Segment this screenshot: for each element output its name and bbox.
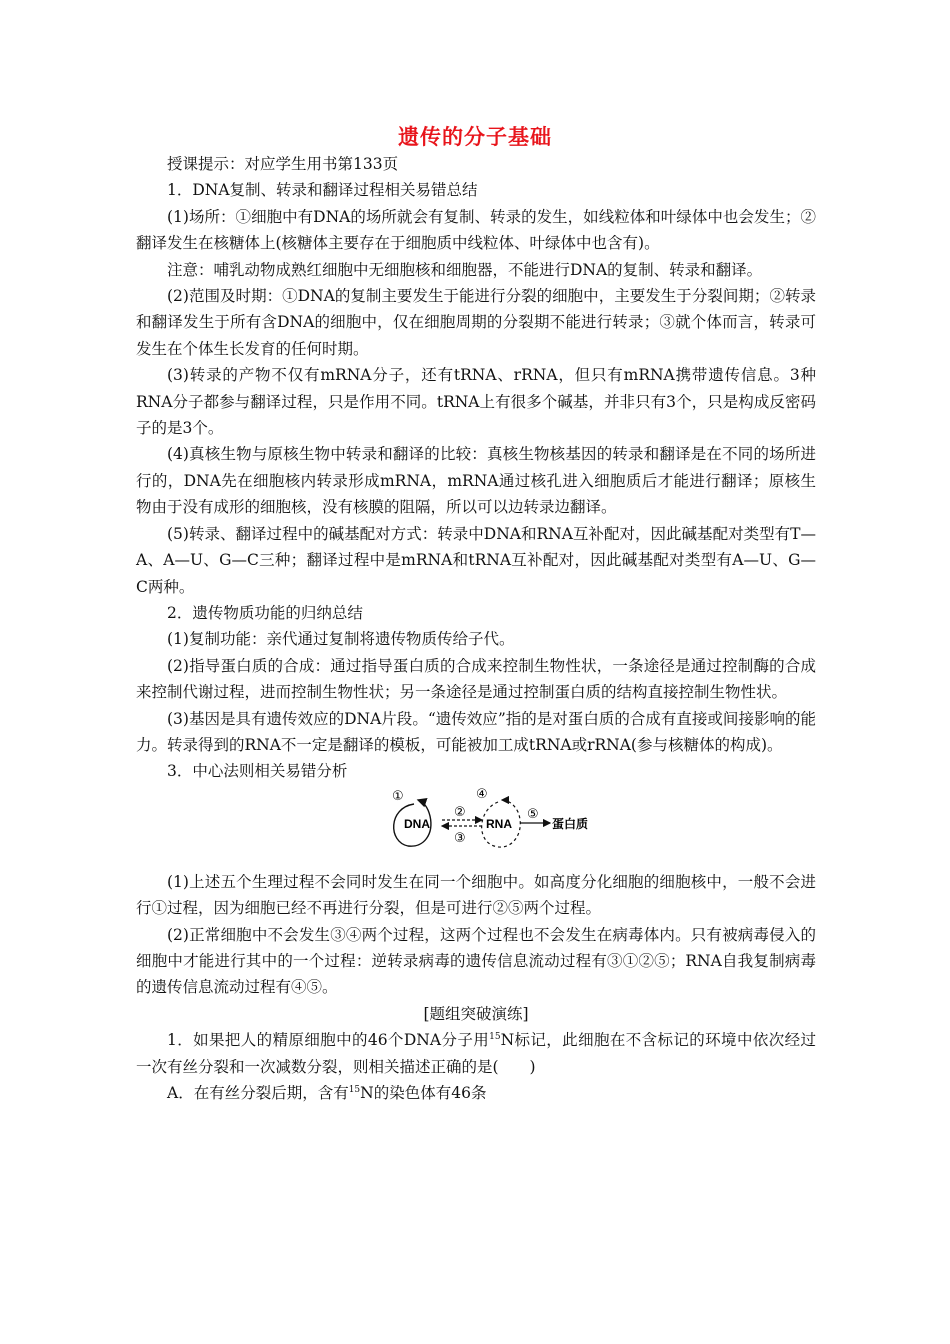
label-dna: DNA: [404, 816, 430, 831]
marker-1: ①: [392, 788, 404, 804]
section-3-paragraph-2: (2)正常细胞中不会发生③④两个过程，这两个过程也不会发生在病毒体内。只有被病毒侵入的细胞中才能进行其中的一个过程：逆转录病毒的遗传信息流动过程有③①②⑤；RNA自我复制病毒的遗传信息流动过程有④⑤。: [136, 925, 816, 997]
section-1-paragraph-3: (3)转录的产物不仅有mRNA分子，还有tRNA、rRNA，但只有mRNA携带遗传信息。3种RNA分子都参与翻译过程，只是作用不同。tRNA上有很多个碱基，并非只有3个，只是构成反密码子的是3个。: [136, 366, 816, 438]
marker-2: ②: [454, 804, 466, 820]
central-dogma-diagram: [136, 785, 816, 869]
section-2-paragraph-1: (1)复制功能：亲代通过复制将遗传物质传给子代。: [167, 630, 515, 649]
label-rna: RNA: [486, 816, 512, 831]
section-1-paragraph-1: (1)场所：①细胞中有DNA的场所就会有复制、转录的发生，如线粒体和叶绿体中也会发生；②翻译发生在核糖体上(核糖体主要存在于细胞质中线粒体、叶绿体中也含有)。: [136, 207, 816, 253]
marker-4: ④: [476, 786, 488, 802]
practice-heading: [题组突破演练]: [423, 1004, 529, 1023]
isotope-superscript: 15: [348, 1085, 361, 1095]
central-dogma-svg: [390, 786, 600, 858]
marker-3: ③: [454, 830, 466, 846]
marker-5: ⑤: [527, 806, 539, 822]
question-1-text-b: N标记，此细胞在不含标记的环境中依次经过一次有丝分裂和一次减数分裂，则相关描述正确的是( ): [136, 1031, 816, 1076]
isotope-superscript: 15: [489, 1032, 501, 1043]
question-1-text-a: 1．如果把人的精原细胞中的46个DNA分子用: [167, 1031, 490, 1050]
page-title: 遗传的分子基础: [398, 124, 552, 149]
document-body: [136, 151, 816, 1106]
section-1-paragraph-5: (5)转录、翻译过程中的碱基配对方式：转录中DNA和RNA互补配对，因此碱基配对类型有T—A、A—U、G—C三种；翻译过程中是mRNA和tRNA互补配对，因此碱基配对类型有A—U、G—C两种。: [136, 524, 816, 596]
section-1-note: 注意：哺乳动物成熟红细胞中无细胞核和细胞器，不能进行DNA的复制、转录和翻译。: [167, 260, 763, 279]
section-2-paragraph-3: (3)基因是具有遗传效应的DNA片段。“遗传效应”指的是对蛋白质的合成有直接或间接影响的能力。转录得到的RNA不一定是翻译的模板，可能被加工成tRNA或rRNA(参与核糖体的构成)。: [136, 709, 816, 754]
option-a: [136, 1080, 816, 1106]
question-1: [136, 1027, 816, 1080]
section-3-heading: 3．中心法则相关易错分析: [167, 762, 348, 781]
option-a-text-a: A．在有丝分裂后期，含有: [167, 1084, 349, 1102]
section-1-paragraph-2: (2)范围及时期：①DNA的复制主要发生于能进行分裂的细胞中，主要发生于分裂间期；②转录和翻译发生于所有含DNA的细胞中，仅在细胞周期的分裂期不能进行转录；③就个体而言，转录可发生在个体生长发育的任何时期。: [136, 287, 816, 358]
label-protein: 蛋白质: [552, 816, 589, 831]
lesson-hint: 授课提示：对应学生用书第133页: [167, 155, 399, 173]
section-2-heading: 2．遗传物质功能的归纳总结: [167, 603, 363, 622]
option-a-text-b: N的染色体有46条: [360, 1084, 487, 1102]
section-1-paragraph-4: (4)真核生物与原核生物中转录和翻译的比较：真核生物核基因的转录和翻译是在不同的场所进行的，DNA先在细胞核内转录形成mRNA，mRNA通过核孔进入细胞质后才能进行翻译；原核生物由于没有成形的细胞核，没有核膜的阻隔，所以可以边转录边翻译。: [136, 445, 816, 517]
section-1-heading: 1．DNA复制、转录和翻译过程相关易错总结: [167, 181, 478, 200]
section-2-paragraph-2: (2)指导蛋白质的合成：通过指导蛋白质的合成来控制生物性状，一条途径是通过控制酶的合成来控制代谢过程，进而控制生物性状；另一条途径是通过控制蛋白质的结构直接控制生物性状。: [136, 656, 816, 702]
section-3-paragraph-1: (1)上述五个生理过程不会同时发生在同一个细胞中。如高度分化细胞的细胞核中，一般不会进行①过程，因为细胞已经不再进行分裂，但是可进行②⑤两个过程。: [136, 872, 816, 918]
